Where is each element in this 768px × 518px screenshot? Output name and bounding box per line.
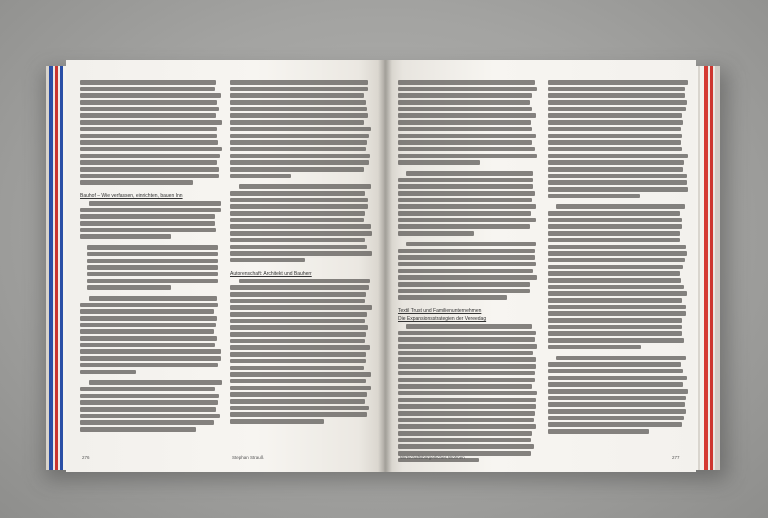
text-line [80, 234, 171, 239]
text-line [548, 396, 686, 401]
left-page-column-1 [80, 80, 222, 434]
text-line [398, 384, 532, 389]
text-line [239, 279, 370, 284]
text-line [398, 378, 535, 383]
text-line [548, 271, 680, 276]
text-line [398, 331, 536, 336]
text-line [80, 100, 217, 105]
text-line [230, 379, 366, 384]
text-line [548, 278, 681, 283]
text-line [80, 329, 214, 334]
text-line [398, 289, 530, 294]
text-line [548, 291, 687, 296]
text-line [80, 113, 216, 118]
text-line [548, 218, 682, 223]
text-line [548, 180, 687, 185]
text-line [548, 113, 682, 118]
text-line [548, 416, 684, 421]
text-line [230, 312, 367, 317]
text-line [398, 424, 536, 429]
text-line [398, 282, 530, 287]
text-line [230, 100, 366, 105]
text-line [406, 171, 533, 176]
text-line [87, 245, 218, 250]
text-line [548, 345, 641, 350]
text-line [398, 211, 531, 216]
text-line [80, 154, 220, 159]
text-line [80, 349, 221, 354]
text-line [80, 309, 214, 314]
text-line [548, 100, 687, 105]
text-line [548, 318, 682, 323]
text-line [548, 422, 682, 427]
text-line [398, 262, 536, 267]
text-line [548, 120, 683, 125]
text-line [398, 337, 535, 342]
text-line [80, 140, 218, 145]
text-line [548, 160, 684, 165]
paragraph-gap [80, 187, 222, 191]
text-line [548, 231, 680, 236]
text-line [548, 174, 687, 179]
text-line [80, 394, 219, 399]
right-page-column-2 [548, 80, 688, 436]
text-line [230, 147, 366, 152]
text-line [230, 285, 369, 290]
book-gutter [378, 60, 392, 472]
text-line [230, 292, 366, 297]
text-line [80, 336, 217, 341]
text-line [548, 154, 688, 159]
text-line [548, 325, 682, 330]
paragraph-gap [230, 265, 372, 269]
left-page-column-2 [230, 80, 372, 426]
text-line [548, 224, 682, 229]
text-line [80, 323, 216, 328]
text-line [548, 331, 682, 336]
text-line [398, 398, 536, 403]
text-line [548, 147, 682, 152]
text-line [80, 356, 221, 361]
text-line [548, 80, 688, 85]
right-page-edges [694, 66, 720, 470]
left-page-number: 276 [82, 455, 90, 460]
text-line [398, 113, 536, 118]
text-line [230, 204, 368, 209]
text-line [230, 359, 366, 364]
text-line [398, 160, 480, 165]
text-line [80, 420, 214, 425]
text-line [548, 251, 687, 256]
text-line [548, 194, 640, 199]
text-line [548, 285, 684, 290]
text-line [556, 204, 684, 209]
text-line [230, 352, 366, 357]
text-line [548, 245, 686, 250]
text-line [230, 154, 370, 159]
left-page-edges [46, 66, 68, 470]
text-line [230, 366, 364, 371]
paragraph-gap [548, 352, 688, 356]
text-line [398, 391, 537, 396]
text-line [80, 127, 217, 132]
text-line [230, 80, 368, 85]
text-line [398, 100, 530, 105]
text-line [230, 319, 365, 324]
text-line [398, 418, 534, 423]
text-line [80, 87, 215, 92]
text-line [548, 258, 685, 263]
text-line [230, 412, 367, 417]
text-line [398, 204, 536, 209]
left-running-footer: Stephan Strauß [232, 455, 264, 460]
text-line [80, 303, 218, 308]
text-line [398, 178, 533, 183]
text-line [398, 120, 531, 125]
right-page-number: 277 [672, 455, 680, 460]
text-line [230, 325, 368, 330]
text-line [80, 93, 221, 98]
text-line [80, 316, 217, 321]
text-line [239, 184, 371, 189]
text-line [230, 305, 372, 310]
text-line [398, 107, 532, 112]
text-line [406, 324, 531, 329]
paragraph-gap [398, 302, 538, 306]
text-line [398, 184, 533, 189]
text-line [548, 238, 680, 243]
text-line [398, 218, 536, 223]
text-line [80, 134, 217, 139]
text-line [548, 87, 685, 92]
text-line [398, 275, 537, 280]
text-line [230, 245, 367, 250]
text-line [80, 167, 219, 172]
text-line [398, 364, 536, 369]
text-line [398, 351, 533, 356]
text-line [80, 387, 215, 392]
text-line [548, 298, 682, 303]
text-line [398, 371, 535, 376]
text-line [80, 147, 222, 152]
text-line [398, 224, 530, 229]
section-heading: Autorenschaft: Architekt und Bauherr [230, 270, 312, 277]
text-line [230, 372, 371, 377]
text-line [230, 120, 364, 125]
text-line [80, 221, 215, 226]
text-line [548, 409, 686, 414]
text-line [89, 201, 222, 206]
text-line [398, 134, 536, 139]
text-line [80, 180, 193, 185]
text-line [230, 406, 369, 411]
text-line [230, 113, 368, 118]
text-line [398, 93, 532, 98]
text-line [89, 296, 218, 301]
text-line [87, 279, 218, 284]
right-page-column-1 [398, 80, 538, 464]
text-line [398, 357, 536, 362]
text-line [548, 134, 682, 139]
section-heading: Bauhof – Wie verfassen, einrichten, bauen Inn [80, 193, 183, 199]
text-line [87, 285, 170, 290]
text-line [230, 93, 364, 98]
text-line [80, 214, 215, 219]
text-line [548, 167, 683, 172]
text-line [230, 345, 370, 350]
text-line [398, 231, 474, 236]
right-running-footer: Wirtschaftsbürgerliches Wohnen [400, 455, 465, 460]
text-line [398, 127, 532, 132]
text-line [398, 255, 535, 260]
text-line [398, 198, 532, 203]
text-line [230, 211, 365, 216]
text-line [230, 392, 367, 397]
text-line [230, 167, 364, 172]
section-heading: Textil Trust und Familienunternehmen [398, 308, 482, 314]
text-line [398, 140, 532, 145]
text-line [230, 198, 368, 203]
text-line [87, 259, 218, 264]
text-line [230, 332, 366, 337]
text-line [398, 80, 535, 85]
text-line [87, 252, 218, 257]
text-line [89, 380, 223, 385]
text-line [556, 356, 686, 361]
text-line [398, 87, 537, 92]
text-line [230, 191, 365, 196]
text-line [398, 147, 535, 152]
text-line [230, 224, 371, 229]
text-line [548, 382, 683, 387]
text-line [80, 107, 219, 112]
text-line [548, 369, 683, 374]
text-line [548, 311, 686, 316]
text-line [548, 211, 680, 216]
text-line [398, 295, 507, 300]
text-line [80, 343, 215, 348]
text-line [80, 208, 221, 213]
text-line [398, 269, 533, 274]
text-line [230, 218, 364, 223]
text-line [80, 414, 220, 419]
text-line [80, 400, 218, 405]
text-line [406, 242, 535, 247]
text-line [230, 419, 324, 424]
text-line [230, 174, 291, 179]
text-line [548, 305, 686, 310]
text-line [230, 339, 365, 344]
text-line [548, 140, 681, 145]
text-line [398, 191, 535, 196]
text-line [548, 402, 685, 407]
text-line [230, 87, 368, 92]
text-line [398, 344, 537, 349]
text-line [548, 376, 687, 381]
text-line [230, 127, 371, 132]
text-line [548, 107, 686, 112]
text-line [548, 187, 688, 192]
text-line [230, 140, 367, 145]
text-line [230, 386, 371, 391]
text-line [398, 154, 537, 159]
text-line [398, 404, 536, 409]
section-heading: Die Expansionsstrategien der Vereedag [398, 316, 487, 322]
text-line [548, 362, 681, 367]
text-line [80, 363, 218, 368]
text-line [80, 174, 219, 179]
text-line [230, 238, 365, 243]
text-line [80, 370, 136, 375]
text-line [230, 231, 372, 236]
text-line [230, 160, 369, 165]
text-line [548, 429, 649, 434]
text-line [80, 120, 222, 125]
text-line [230, 299, 365, 304]
text-line [80, 80, 216, 85]
text-line [230, 399, 365, 404]
text-line [548, 389, 688, 394]
text-line [398, 438, 531, 443]
text-line [80, 228, 216, 233]
text-line [548, 93, 685, 98]
text-line [80, 427, 196, 432]
text-line [87, 265, 218, 270]
text-line [87, 272, 218, 277]
text-line [398, 249, 535, 254]
text-line [230, 251, 372, 256]
text-line [230, 107, 367, 112]
text-line [398, 411, 535, 416]
text-line [548, 338, 684, 343]
text-line [398, 444, 534, 449]
text-line [80, 407, 216, 412]
text-line [548, 127, 681, 132]
text-line [548, 265, 683, 270]
text-line [80, 160, 217, 165]
text-line [398, 431, 532, 436]
text-line [230, 258, 305, 263]
text-line [230, 134, 369, 139]
